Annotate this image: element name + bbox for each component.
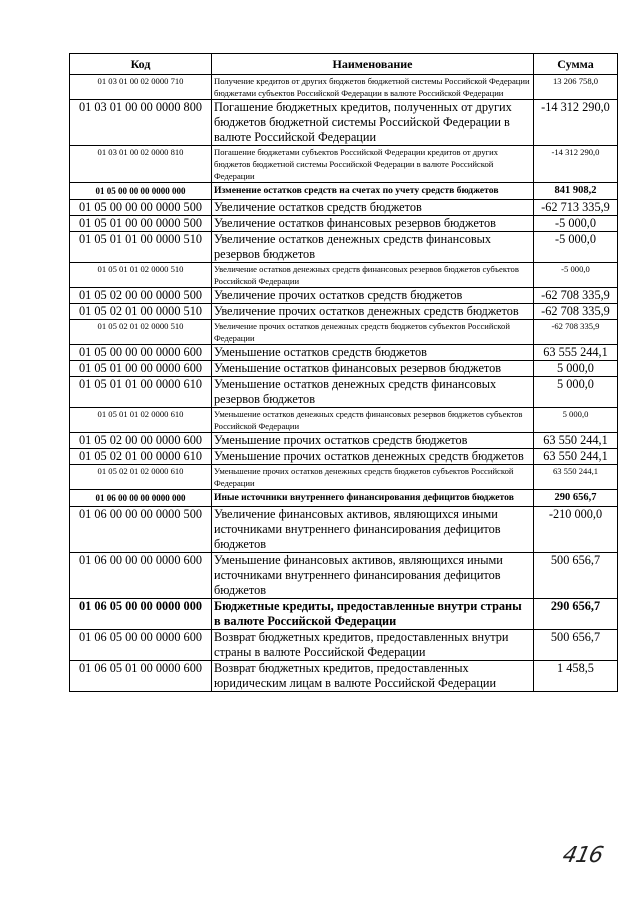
code-cell: 01 06 05 00 00 0000 600	[70, 630, 212, 661]
name-cell: Уменьшение остатков денежных средств финансовых резервов бюджетов	[212, 377, 534, 408]
code-cell: 01 05 02 00 00 0000 600	[70, 433, 212, 449]
header-code: Код	[70, 54, 212, 75]
sum-cell: -14 312 290,0	[534, 100, 618, 146]
code-cell: 01 06 05 00 00 0000 000	[70, 599, 212, 630]
name-cell: Увеличение прочих остатков денежных средств бюджетов субъектов Российской Федерации	[212, 320, 534, 345]
code-cell: 01 05 00 00 00 0000 600	[70, 345, 212, 361]
sum-cell: 63 550 244,1	[534, 465, 618, 490]
code-cell: 01 05 00 00 00 0000 500	[70, 200, 212, 216]
table-header-row	[70, 54, 618, 75]
name-cell: Уменьшение финансовых активов, являющихся иными источниками внутреннего финансирования дефицитов бюджетов	[212, 553, 534, 599]
name-cell: Иные источники внутреннего финансирования дефицитов бюджетов	[212, 490, 534, 507]
table-row	[70, 661, 618, 692]
name-cell: Увеличение прочих остатков денежных средств бюджетов	[212, 304, 534, 320]
table-row	[70, 232, 618, 263]
table-row	[70, 146, 618, 183]
sum-cell: 290 656,7	[534, 490, 618, 507]
code-cell: 01 06 00 00 00 0000 600	[70, 553, 212, 599]
sum-cell: 841 908,2	[534, 183, 618, 200]
code-cell: 01 06 00 00 00 0000 000	[70, 490, 212, 507]
sum-cell: 500 656,7	[534, 630, 618, 661]
code-cell: 01 03 01 00 02 0000 710	[70, 75, 212, 100]
sum-cell: -14 312 290,0	[534, 146, 618, 183]
table-row	[70, 183, 618, 200]
table-row	[70, 433, 618, 449]
name-cell: Уменьшение остатков средств бюджетов	[212, 345, 534, 361]
sum-cell: -5 000,0	[534, 216, 618, 232]
name-cell: Уменьшение остатков денежных средств финансовых резервов бюджетов субъектов Российской Федерации	[212, 408, 534, 433]
sum-cell: 5 000,0	[534, 361, 618, 377]
code-cell: 01 05 02 01 02 0000 610	[70, 465, 212, 490]
sum-cell: -62 708 335,9	[534, 320, 618, 345]
code-cell: 01 05 01 01 00 0000 610	[70, 377, 212, 408]
code-cell: 01 03 01 00 00 0000 800	[70, 100, 212, 146]
sum-cell: 5 000,0	[534, 377, 618, 408]
table-row	[70, 75, 618, 100]
budget-sources-table	[69, 53, 618, 692]
code-cell: 01 05 02 01 00 0000 510	[70, 304, 212, 320]
code-cell: 01 03 01 00 02 0000 810	[70, 146, 212, 183]
table-row	[70, 345, 618, 361]
table-row	[70, 553, 618, 599]
name-cell: Уменьшение прочих остатков денежных средств бюджетов	[212, 449, 534, 465]
name-cell: Получение кредитов от других бюджетов бюджетной системы Российской Федерации бюджетами субъектов Российской Федерации в валюте Российской Федерации	[212, 75, 534, 100]
table-row	[70, 200, 618, 216]
name-cell: Увеличение финансовых активов, являющихся иными источниками внутреннего финансирования дефицитов бюджетов	[212, 507, 534, 553]
name-cell: Бюджетные кредиты, предоставленные внутри страны в валюте Российской Федерации	[212, 599, 534, 630]
code-cell: 01 05 01 00 00 0000 600	[70, 361, 212, 377]
table-row	[70, 465, 618, 490]
sum-cell: -62 713 335,9	[534, 200, 618, 216]
code-cell: 01 05 01 01 02 0000 610	[70, 408, 212, 433]
code-cell: 01 05 00 00 00 0000 000	[70, 183, 212, 200]
header-name: Наименование	[212, 54, 534, 75]
table-row	[70, 490, 618, 507]
name-cell: Изменение остатков средств на счетах по учету средств бюджетов	[212, 183, 534, 200]
sum-cell: -62 708 335,9	[534, 288, 618, 304]
table-body	[70, 75, 618, 692]
name-cell: Увеличение остатков денежных средств финансовых резервов бюджетов	[212, 232, 534, 263]
name-cell: Увеличение прочих остатков средств бюджетов	[212, 288, 534, 304]
name-cell: Уменьшение прочих остатков денежных средств бюджетов субъектов Российской Федерации	[212, 465, 534, 490]
sum-cell: 290 656,7	[534, 599, 618, 630]
table-row	[70, 599, 618, 630]
sum-cell: 63 550 244,1	[534, 449, 618, 465]
sum-cell: 1 458,5	[534, 661, 618, 692]
code-cell: 01 06 00 00 00 0000 500	[70, 507, 212, 553]
sum-cell: -5 000,0	[534, 232, 618, 263]
page-number: 416	[560, 843, 605, 868]
code-cell: 01 05 01 01 02 0000 510	[70, 263, 212, 288]
code-cell: 01 05 01 00 00 0000 500	[70, 216, 212, 232]
table-row	[70, 320, 618, 345]
table-row	[70, 377, 618, 408]
code-cell: 01 06 05 01 00 0000 600	[70, 661, 212, 692]
name-cell: Возврат бюджетных кредитов, предоставленных юридическим лицам в валюте Российской Федерации	[212, 661, 534, 692]
sum-cell: -210 000,0	[534, 507, 618, 553]
name-cell: Увеличение остатков финансовых резервов бюджетов	[212, 216, 534, 232]
sum-cell: -62 708 335,9	[534, 304, 618, 320]
name-cell: Уменьшение остатков финансовых резервов бюджетов	[212, 361, 534, 377]
sum-cell: 500 656,7	[534, 553, 618, 599]
name-cell: Погашение бюджетами субъектов Российской Федерации кредитов от других бюджетов бюджетной системы Российской Федерации в валюте Российской Федерации	[212, 146, 534, 183]
code-cell: 01 05 02 00 00 0000 500	[70, 288, 212, 304]
name-cell: Погашение бюджетных кредитов, полученных от других бюджетов бюджетной системы Российской Федерации в валюте Российской Федерации	[212, 100, 534, 146]
table-row	[70, 263, 618, 288]
name-cell: Уменьшение прочих остатков средств бюджетов	[212, 433, 534, 449]
name-cell: Увеличение остатков средств бюджетов	[212, 200, 534, 216]
sum-cell: 63 555 244,1	[534, 345, 618, 361]
header-sum: Сумма	[534, 54, 618, 75]
sum-cell: 13 206 758,0	[534, 75, 618, 100]
table-row	[70, 507, 618, 553]
code-cell: 01 05 02 01 02 0000 510	[70, 320, 212, 345]
name-cell: Увеличение остатков денежных средств финансовых резервов бюджетов субъектов Российской Федерации	[212, 263, 534, 288]
table-row	[70, 288, 618, 304]
code-cell: 01 05 01 01 00 0000 510	[70, 232, 212, 263]
name-cell: Возврат бюджетных кредитов, предоставленных внутри страны в валюте Российской Федерации	[212, 630, 534, 661]
table-row	[70, 449, 618, 465]
code-cell: 01 05 02 01 00 0000 610	[70, 449, 212, 465]
sum-cell: 5 000,0	[534, 408, 618, 433]
sum-cell: -5 000,0	[534, 263, 618, 288]
table-row	[70, 630, 618, 661]
table-row	[70, 216, 618, 232]
sum-cell: 63 550 244,1	[534, 433, 618, 449]
table-row	[70, 361, 618, 377]
table-row	[70, 100, 618, 146]
table-row	[70, 304, 618, 320]
table-row	[70, 408, 618, 433]
